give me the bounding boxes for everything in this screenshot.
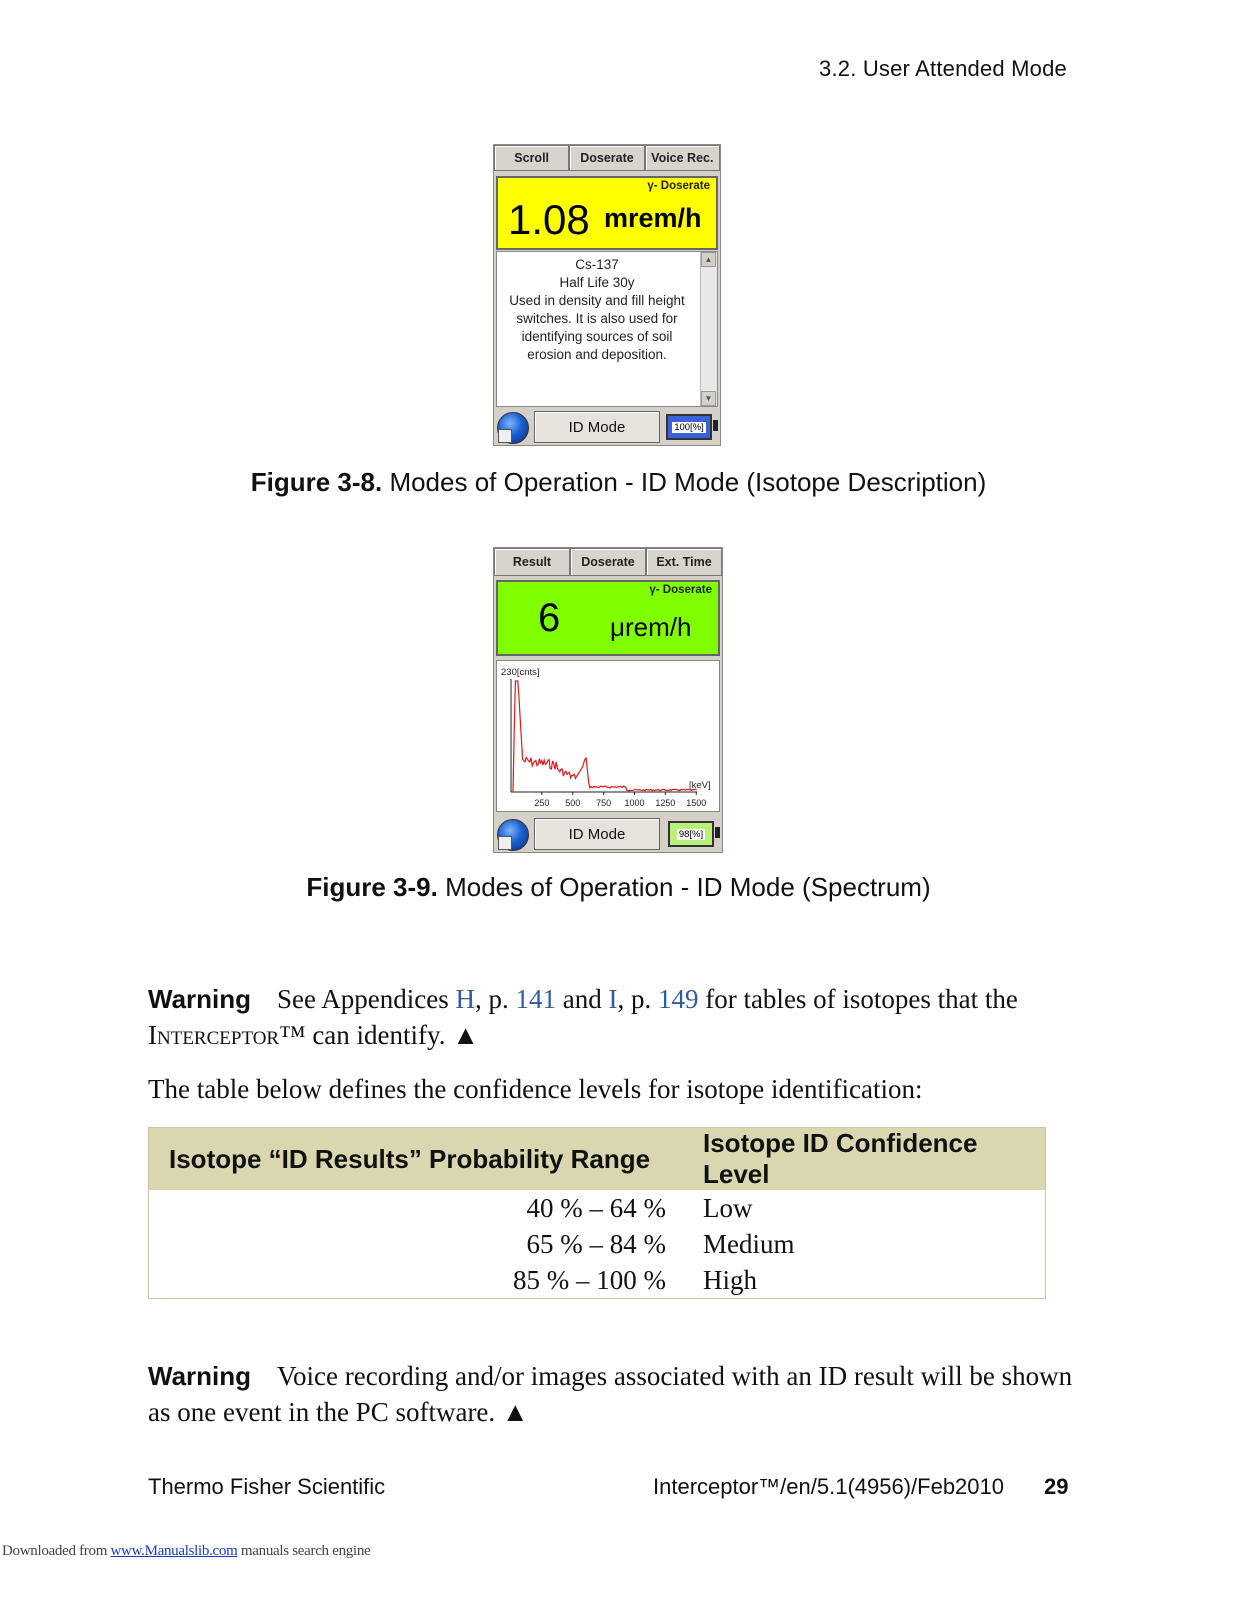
status-bar bbox=[494, 409, 720, 445]
expand-icon bbox=[498, 429, 512, 443]
warning-text: ™ can identify. ▲ bbox=[279, 1020, 479, 1050]
doserate-unit: mrem/h bbox=[604, 203, 702, 233]
doserate-title: γ- Doserate bbox=[647, 180, 710, 192]
doserate-tab[interactable]: Doserate bbox=[569, 145, 644, 171]
scroll-down-icon[interactable]: ▼ bbox=[701, 391, 716, 406]
id-mode-button[interactable]: ID Mode bbox=[534, 411, 660, 443]
figure-title: Modes of Operation - ID Mode (Spectrum) bbox=[445, 872, 931, 902]
download-prefix: Downloaded from bbox=[2, 1543, 111, 1559]
doserate-display bbox=[496, 580, 720, 656]
footer-company: Thermo Fisher Scientific bbox=[148, 1474, 386, 1499]
expand-icon bbox=[498, 836, 512, 850]
figure-3-9-caption bbox=[0, 872, 1237, 903]
result-tab[interactable]: Result bbox=[494, 548, 570, 576]
confidence-level: Medium bbox=[703, 1228, 795, 1259]
warning-text: and bbox=[555, 984, 609, 1014]
battery-icon bbox=[713, 420, 718, 431]
table-row bbox=[149, 1226, 1046, 1262]
probability-range: 40 % – 64 % bbox=[526, 1192, 666, 1223]
spectrum-panel bbox=[496, 660, 720, 812]
table-intro: The table below defines the confidence levels for isotope identification: bbox=[148, 1074, 923, 1104]
figure-3-8-screenshot bbox=[493, 144, 721, 446]
battery-indicator bbox=[668, 821, 714, 847]
table-row bbox=[149, 1190, 1046, 1226]
doserate-unit: μrem/h bbox=[610, 612, 692, 642]
isotope-name: Cs-137 bbox=[575, 257, 619, 272]
x-axis-unit: [keV] bbox=[689, 780, 711, 791]
battery-level: 98[%] bbox=[678, 828, 704, 840]
confidence-level: Low bbox=[703, 1192, 753, 1223]
confidence-level-table bbox=[148, 1127, 1046, 1299]
page-149-link[interactable]: 149 bbox=[657, 984, 699, 1014]
confidence-level: High bbox=[703, 1264, 757, 1295]
appendix-i-link[interactable]: I bbox=[608, 984, 618, 1014]
page-141-link[interactable]: 141 bbox=[515, 984, 556, 1014]
figure-3-9-screenshot bbox=[493, 547, 723, 853]
warning-voice-recording bbox=[148, 1358, 1078, 1430]
description-line: switches. It is also used for bbox=[516, 311, 678, 326]
scroll-tab[interactable]: Scroll bbox=[494, 145, 569, 171]
probability-range: 65 % – 84 % bbox=[526, 1228, 666, 1259]
warning-text: for tables of isotopes that the bbox=[698, 984, 1018, 1014]
globe-icon[interactable] bbox=[497, 819, 529, 851]
vertical-scrollbar[interactable] bbox=[700, 252, 717, 406]
x-tick-label: 250 bbox=[534, 798, 550, 808]
doserate-value: 6 bbox=[538, 596, 561, 640]
y-axis-label: 230[cnts] bbox=[501, 667, 540, 678]
appendix-h-link[interactable]: H bbox=[455, 984, 475, 1014]
description-line: identifying sources of soil bbox=[521, 329, 673, 344]
warning-text: , p. bbox=[617, 984, 658, 1014]
figure-title: Modes of Operation - ID Mode (Isotope Description) bbox=[389, 467, 987, 497]
half-life: Half Life 30y bbox=[559, 275, 635, 290]
x-tick-label: 1250 bbox=[655, 798, 676, 808]
spectrum-chart bbox=[497, 661, 719, 811]
x-tick-label: 750 bbox=[596, 798, 612, 808]
softkey-bar bbox=[494, 548, 722, 576]
warning-label: Warning bbox=[148, 1361, 252, 1391]
doserate-tab[interactable]: Doserate bbox=[570, 548, 646, 576]
doserate-display bbox=[496, 176, 718, 250]
x-axis-ticks bbox=[534, 792, 706, 808]
product-name: Interceptor bbox=[148, 1020, 280, 1050]
manualslib-link[interactable]: www.Manualslib.com bbox=[110, 1543, 238, 1559]
battery-level: 100[%] bbox=[674, 421, 704, 433]
table-row bbox=[149, 1262, 1046, 1299]
description-line: Used in density and fill height bbox=[509, 293, 685, 308]
isotope-description-panel bbox=[496, 251, 718, 407]
download-suffix: manuals search engine bbox=[237, 1543, 371, 1559]
scroll-up-icon[interactable]: ▲ bbox=[701, 252, 716, 267]
doserate-value: 1.08 bbox=[508, 196, 590, 243]
battery-indicator bbox=[666, 414, 712, 440]
page-number: 29 bbox=[1044, 1474, 1069, 1499]
x-tick-label: 500 bbox=[565, 798, 581, 808]
globe-icon[interactable] bbox=[497, 412, 529, 444]
x-tick-label: 1000 bbox=[624, 798, 645, 808]
description-line: erosion and deposition. bbox=[527, 347, 667, 362]
description-text bbox=[497, 256, 697, 364]
ext-time-tab[interactable]: Ext. Time bbox=[646, 548, 722, 576]
figure-3-8-caption bbox=[0, 467, 1237, 498]
warning-text: See Appendices bbox=[277, 984, 456, 1014]
softkey-bar bbox=[494, 145, 720, 171]
doserate-title: γ- Doserate bbox=[649, 584, 712, 596]
warning-isotope-tables bbox=[148, 981, 1078, 1053]
status-bar bbox=[494, 816, 722, 852]
table-header-row bbox=[149, 1128, 1046, 1191]
figure-label: Figure 3-8. bbox=[250, 467, 383, 497]
warning-label: Warning bbox=[148, 984, 252, 1014]
spectrum-line bbox=[513, 681, 697, 792]
id-mode-button[interactable]: ID Mode bbox=[534, 818, 660, 850]
battery-icon bbox=[715, 827, 720, 838]
warning-text: Voice recording and/or images associated with an ID result will be shown as one event in the PC software. ▲ bbox=[148, 1361, 1073, 1427]
running-header: 3.2. User Attended Mode bbox=[819, 56, 1067, 81]
column-header-probability: Isotope “ID Results” Probability Range bbox=[149, 1128, 667, 1191]
probability-range: 85 % – 100 % bbox=[513, 1264, 666, 1295]
footer-document-id: Interceptor™/en/5.1(4956)/Feb2010 bbox=[653, 1474, 1005, 1499]
voice-rec-tab[interactable]: Voice Rec. bbox=[645, 145, 720, 171]
download-note bbox=[2, 1543, 370, 1560]
warning-text: , p. bbox=[474, 984, 516, 1014]
figure-label: Figure 3-9. bbox=[306, 872, 438, 902]
x-tick-label: 1500 bbox=[686, 798, 707, 808]
column-header-confidence: Isotope ID Confidence Level bbox=[666, 1128, 1046, 1191]
